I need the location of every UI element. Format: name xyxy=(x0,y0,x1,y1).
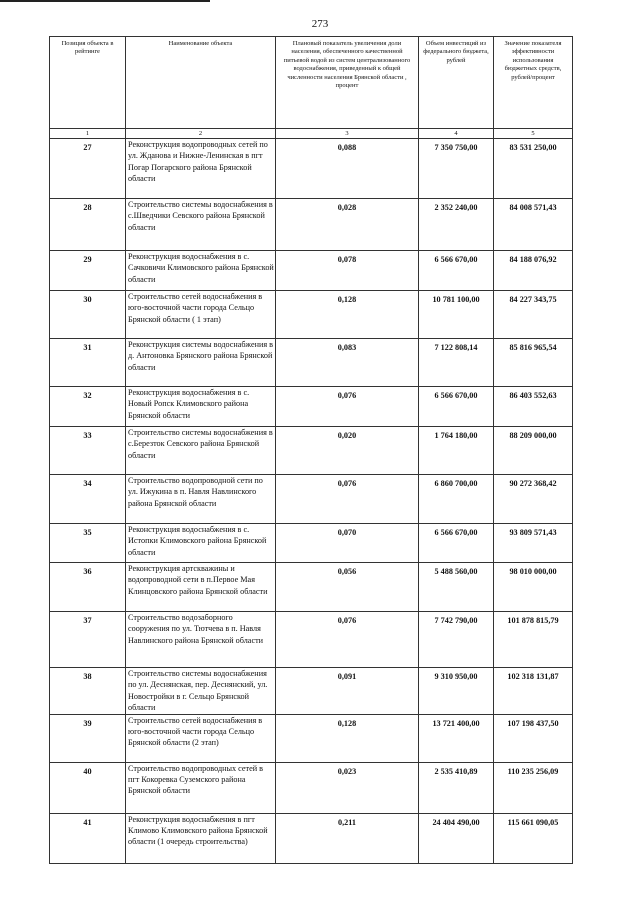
row-object-name: Реконструкция водоснабжения в с. Новый Ропск Климовского района Брянской области xyxy=(126,387,276,427)
header-indicator: Плановый показатель увеличения доли населения, обеспеченного качественной питьевой водой из систем централизованного водоснабжения, приведенный к общей численности населения Брянской области , процент xyxy=(276,37,419,129)
row-investment: 9 310 950,00 xyxy=(419,668,494,715)
table-row xyxy=(50,714,573,762)
row-investment: 24 404 490,00 xyxy=(419,813,494,863)
table-row xyxy=(50,139,573,199)
row-efficiency: 101 878 815,79 xyxy=(494,612,573,668)
table-row xyxy=(50,199,573,251)
table-row xyxy=(50,612,573,668)
row-object-name: Реконструкция водопроводных сетей по ул. Жданова и Нижне-Ленинская в пгт Погар Погарского района Брянской области xyxy=(126,139,276,199)
row-indicator: 0,020 xyxy=(276,427,419,475)
row-position: 29 xyxy=(50,251,126,291)
row-object-name: Строительство сетей водоснабжения в юго-восточной части города Сельцо Брянской области (2 этап) xyxy=(126,714,276,762)
row-indicator: 0,088 xyxy=(276,139,419,199)
row-investment: 6 566 670,00 xyxy=(419,387,494,427)
row-investment: 7 122 808,14 xyxy=(419,339,494,387)
header-row xyxy=(50,37,573,129)
row-position: 28 xyxy=(50,199,126,251)
row-investment: 13 721 400,00 xyxy=(419,714,494,762)
column-number: 3 xyxy=(276,129,419,139)
column-number: 1 xyxy=(50,129,126,139)
row-efficiency: 84 227 343,75 xyxy=(494,291,573,339)
row-efficiency: 84 188 076,92 xyxy=(494,251,573,291)
row-position: 37 xyxy=(50,612,126,668)
row-object-name: Строительство водопроводной сети по ул. Ижукина в п. Навля Навлинского района Брянской области xyxy=(126,475,276,524)
column-number: 4 xyxy=(419,129,494,139)
row-position: 32 xyxy=(50,387,126,427)
row-object-name: Строительство сетей водоснабжения в юго-восточной части города Сельцо Брянской области ( 1 этап) xyxy=(126,291,276,339)
row-object-name: Реконструкция водоснабжения в с. Истопки Климовского района Брянской области xyxy=(126,524,276,563)
row-position: 41 xyxy=(50,813,126,863)
row-efficiency: 83 531 250,00 xyxy=(494,139,573,199)
column-number: 5 xyxy=(494,129,573,139)
row-efficiency: 98 010 000,00 xyxy=(494,563,573,612)
row-object-name: Строительство системы водоснабжения в с.Березток Севского района Брянской области xyxy=(126,427,276,475)
row-efficiency: 115 661 090,05 xyxy=(494,813,573,863)
row-indicator: 0,128 xyxy=(276,714,419,762)
row-position: 35 xyxy=(50,524,126,563)
row-investment: 6 566 670,00 xyxy=(419,524,494,563)
row-indicator: 0,023 xyxy=(276,762,419,813)
row-investment: 1 764 180,00 xyxy=(419,427,494,475)
row-efficiency: 110 235 256,09 xyxy=(494,762,573,813)
row-position: 40 xyxy=(50,762,126,813)
row-indicator: 0,211 xyxy=(276,813,419,863)
row-object-name: Строительство водопроводных сетей в пгт Кокоревка Суземского района Брянской области xyxy=(126,762,276,813)
row-indicator: 0,076 xyxy=(276,475,419,524)
row-investment: 6 566 670,00 xyxy=(419,251,494,291)
row-object-name: Реконструкция артскважины и водопроводной сети в п.Первое Мая Клинцовского района Брянской области xyxy=(126,563,276,612)
row-indicator: 0,028 xyxy=(276,199,419,251)
table-row xyxy=(50,475,573,524)
row-efficiency: 93 809 571,43 xyxy=(494,524,573,563)
row-position: 33 xyxy=(50,427,126,475)
header-position: Позиция объекта в рейтинге xyxy=(50,37,126,129)
table-row xyxy=(50,427,573,475)
row-investment: 2 535 410,89 xyxy=(419,762,494,813)
row-position: 34 xyxy=(50,475,126,524)
rating-table xyxy=(49,36,573,864)
column-number-row xyxy=(50,129,573,139)
row-object-name: Строительство водозаборного сооружения по ул. Тютчева в п. Навля Навлинского района Брянской области xyxy=(126,612,276,668)
row-efficiency: 90 272 368,42 xyxy=(494,475,573,524)
row-indicator: 0,076 xyxy=(276,387,419,427)
table-row xyxy=(50,524,573,563)
table-row xyxy=(50,563,573,612)
row-efficiency: 88 209 000,00 xyxy=(494,427,573,475)
row-indicator: 0,128 xyxy=(276,291,419,339)
row-position: 27 xyxy=(50,139,126,199)
row-investment: 7 350 750,00 xyxy=(419,139,494,199)
table-row xyxy=(50,813,573,863)
row-object-name: Реконструкция водоснабжения в пгт Климово Климовского района Брянской области (1 очередь строительства) xyxy=(126,813,276,863)
row-position: 30 xyxy=(50,291,126,339)
row-position: 39 xyxy=(50,714,126,762)
row-indicator: 0,078 xyxy=(276,251,419,291)
row-investment: 5 488 560,00 xyxy=(419,563,494,612)
row-position: 31 xyxy=(50,339,126,387)
header-investment: Объем инвестиций из федерального бюджета, рублей xyxy=(419,37,494,129)
top-rule xyxy=(0,0,210,2)
header-object-name: Наименование объекта xyxy=(126,37,276,129)
row-efficiency: 84 008 571,43 xyxy=(494,199,573,251)
table-row xyxy=(50,762,573,813)
row-efficiency: 102 318 131,87 xyxy=(494,668,573,715)
row-efficiency: 107 198 437,50 xyxy=(494,714,573,762)
table-row xyxy=(50,668,573,715)
row-indicator: 0,070 xyxy=(276,524,419,563)
row-investment: 10 781 100,00 xyxy=(419,291,494,339)
row-position: 36 xyxy=(50,563,126,612)
row-indicator: 0,083 xyxy=(276,339,419,387)
header-efficiency: Значение показателя эффективности использования бюджетных средств, рублей/процент xyxy=(494,37,573,129)
table-row xyxy=(50,251,573,291)
row-position: 38 xyxy=(50,668,126,715)
row-efficiency: 86 403 552,63 xyxy=(494,387,573,427)
row-investment: 2 352 240,00 xyxy=(419,199,494,251)
row-object-name: Реконструкция системы водоснабжения в д. Антоновка Брянского района Брянской области xyxy=(126,339,276,387)
table-row xyxy=(50,291,573,339)
row-investment: 6 860 700,00 xyxy=(419,475,494,524)
row-indicator: 0,056 xyxy=(276,563,419,612)
row-indicator: 0,091 xyxy=(276,668,419,715)
row-indicator: 0,076 xyxy=(276,612,419,668)
row-investment: 7 742 790,00 xyxy=(419,612,494,668)
row-object-name: Строительство системы водоснабжения в с.Шведчики Севского района Брянской области xyxy=(126,199,276,251)
table-row xyxy=(50,387,573,427)
page-number: 273 xyxy=(311,18,329,30)
table-row xyxy=(50,339,573,387)
row-efficiency: 85 816 965,54 xyxy=(494,339,573,387)
column-number: 2 xyxy=(126,129,276,139)
row-object-name: Строительство системы водоснабжения по ул. Деснянская, пер. Деснянский, ул. Новостройки в г. Сельцо Брянской области xyxy=(126,668,276,715)
row-object-name: Реконструкция водоснабжения в с. Сачковичи Климовского района Брянской области xyxy=(126,251,276,291)
